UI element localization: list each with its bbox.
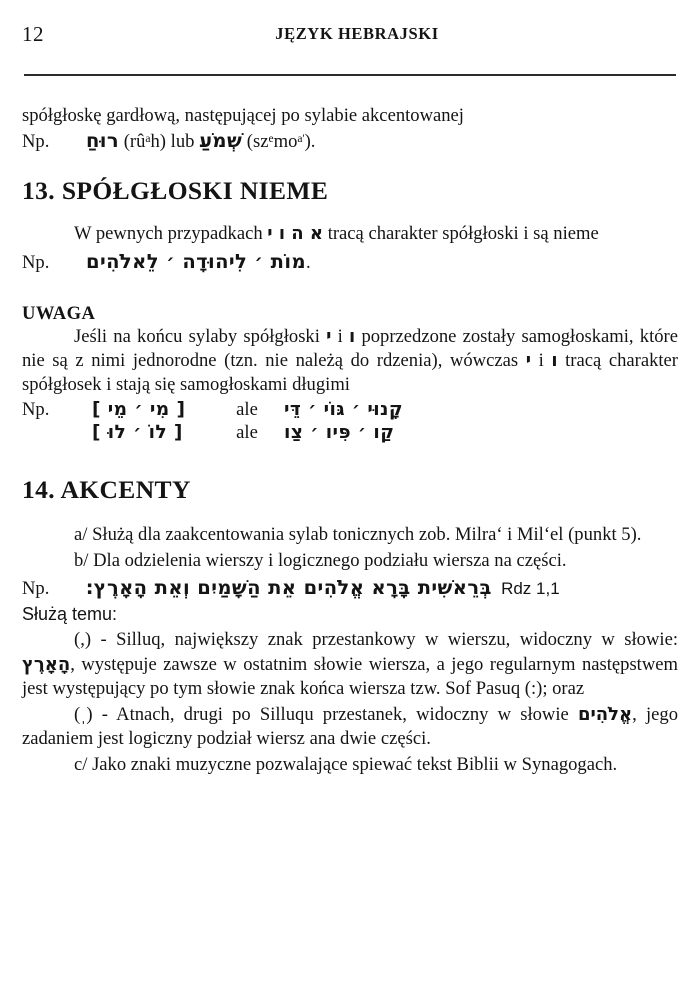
section13-paragraph-pre: W pewnych przypadkach [74, 223, 263, 245]
translit-ruah-pre: (rû [123, 131, 146, 153]
section-heading-14: 14. AKCENTY [22, 474, 191, 504]
translit-szmoa-post: ). [304, 131, 316, 153]
uwaga-conj-1: i [337, 325, 343, 347]
example-connector-1: ale [236, 399, 258, 421]
hebrew-verse-genesis-1-1: בְּרֵאשִׁית בָּרָא אֱלֹהִים אֵת הַשָּׁמַיִם וְאֵת הָאָרֶץ׃ [86, 575, 492, 599]
translit-szmoa-superscript-2: a' [297, 133, 305, 146]
hebrew-letter-yod-1: י [326, 325, 332, 347]
example-hebrew-2: קַו ׳ פִּיו ׳ צַו [284, 421, 395, 443]
hebrew-letter-yod-2: י [525, 349, 531, 371]
section14-item-b: b/ Dla odzielenia wierszy i logicznego podziału wiersza na części. [74, 549, 567, 571]
atnach-description-post: , jego zadaniem jest logiczny podział wiersz ana dwie części. [22, 703, 679, 750]
conjunction-lub: lub [170, 131, 195, 153]
uwaga-conj-2: i [538, 349, 544, 371]
document-page [0, 22, 700, 997]
uwaga-text-b-post: tracą charakter spółgłosek i stają się samogłoskami długimi [22, 349, 678, 396]
atnach-mark: (ˌ) [74, 703, 93, 725]
continued-paragraph: spółgłoskę gardłową, następującej po sylabie akcentowanej [22, 105, 464, 126]
verse-reference: Rdz 1,1 [501, 578, 560, 598]
silluq-paragraph [22, 628, 678, 701]
uwaga-text-a-pre: Jeśli na końcu sylaby spółgłoski [74, 325, 320, 347]
uwaga-text-a-post: poprzedzone zostały samogłoskami, które nie są z nimi jednorodne (tzn. nie należą do rdzenia), wówczas [22, 325, 678, 371]
verse-label: Np. [22, 577, 50, 599]
verse-line [22, 575, 678, 601]
table-row [22, 422, 403, 445]
hebrew-letter-vav-2: ו [551, 349, 558, 371]
translit-ruah-superscript: a [145, 133, 151, 146]
uwaga-paragraph [22, 325, 678, 398]
section13-paragraph-post: tracą charakter spółgłoski i są nieme [327, 223, 599, 245]
hebrew-word-haaretz: הָאָרֶץ [22, 653, 71, 675]
atnach-paragraph [22, 703, 678, 751]
example-connector-2: ale [236, 421, 258, 443]
examples-label: Np. [22, 399, 50, 421]
silluq-mark: (,) [74, 629, 92, 651]
example-bracketed-1: [ מִי ׳ מֵי ] [92, 399, 186, 421]
hebrew-example-mut-lihuda: מוֹת ׳ לִיהוּדָה ׳ לֵאלֹהִים [86, 249, 306, 273]
page-number: 12 [22, 22, 44, 46]
intro-example-line [22, 128, 678, 154]
running-title: JĘZYK HEBRAJSKI [275, 24, 439, 43]
translit-szmoa-pre: (sz [246, 131, 269, 153]
atnach-description-pre: Atnach, drugi po Silluqu przestanek, widoczny w słowie [116, 703, 569, 725]
example-bracketed-2: [ לוֹ ׳ לוּ ] [92, 421, 183, 443]
atnach-dash: - [101, 703, 108, 725]
silluq-description-post: , występuje zawsze w ostatnim słowie wiersza, a jego regularnym następstwem jest występujący po tym słowie znak końca wiersza tzw. Sof Pasuq (:); oraz [22, 653, 678, 699]
section14-item-c: c/ Jako znaki muzyczne pozwalające spiewać tekst Biblii w Synagogach. [74, 754, 618, 776]
section13-example-label: Np. [22, 251, 50, 273]
silluq-dash: - [100, 629, 107, 651]
hebrew-word-szmoa: שְׁמֹעַ [199, 129, 243, 153]
uwaga-heading: UWAGA [22, 302, 96, 324]
hebrew-word-elohim: אֱלֹהִים [577, 703, 633, 725]
example-hebrew-1: קָנוּי ׳ גּוֹי ׳ דֵּי [284, 399, 403, 421]
translit-szmoa-mid: mo [273, 131, 298, 153]
header-rule [24, 74, 676, 76]
serve-line: Służą temu: [22, 604, 118, 625]
running-head [22, 22, 678, 68]
hebrew-letter-vav-1: ו [349, 325, 356, 347]
hebrew-letters-ahwy: א ה ו י [267, 223, 324, 245]
examples-table [22, 399, 403, 444]
silluq-description-pre: Silluq, największy znak przestankowy w wierszu, widoczny w słowie: [116, 629, 678, 651]
section13-example-period: . [306, 251, 311, 273]
section13-example-line [22, 249, 678, 275]
translit-szmoa-superscript-1: e [268, 133, 274, 146]
table-row [22, 399, 403, 422]
section-heading-13: 13. SPÓŁGŁOSKI NIEME [22, 176, 329, 206]
examples-label-empty [22, 422, 92, 445]
example-label: Np. [22, 131, 50, 153]
section13-paragraph [22, 222, 678, 246]
translit-ruah-post: h) [150, 131, 166, 153]
section14-item-a: a/ Służą dla zaakcentowania sylab tonicznych zob. Milra‘ i Mil‘el (punkt 5). [74, 523, 642, 545]
hebrew-word-ruah: רוּחַ [86, 129, 120, 153]
